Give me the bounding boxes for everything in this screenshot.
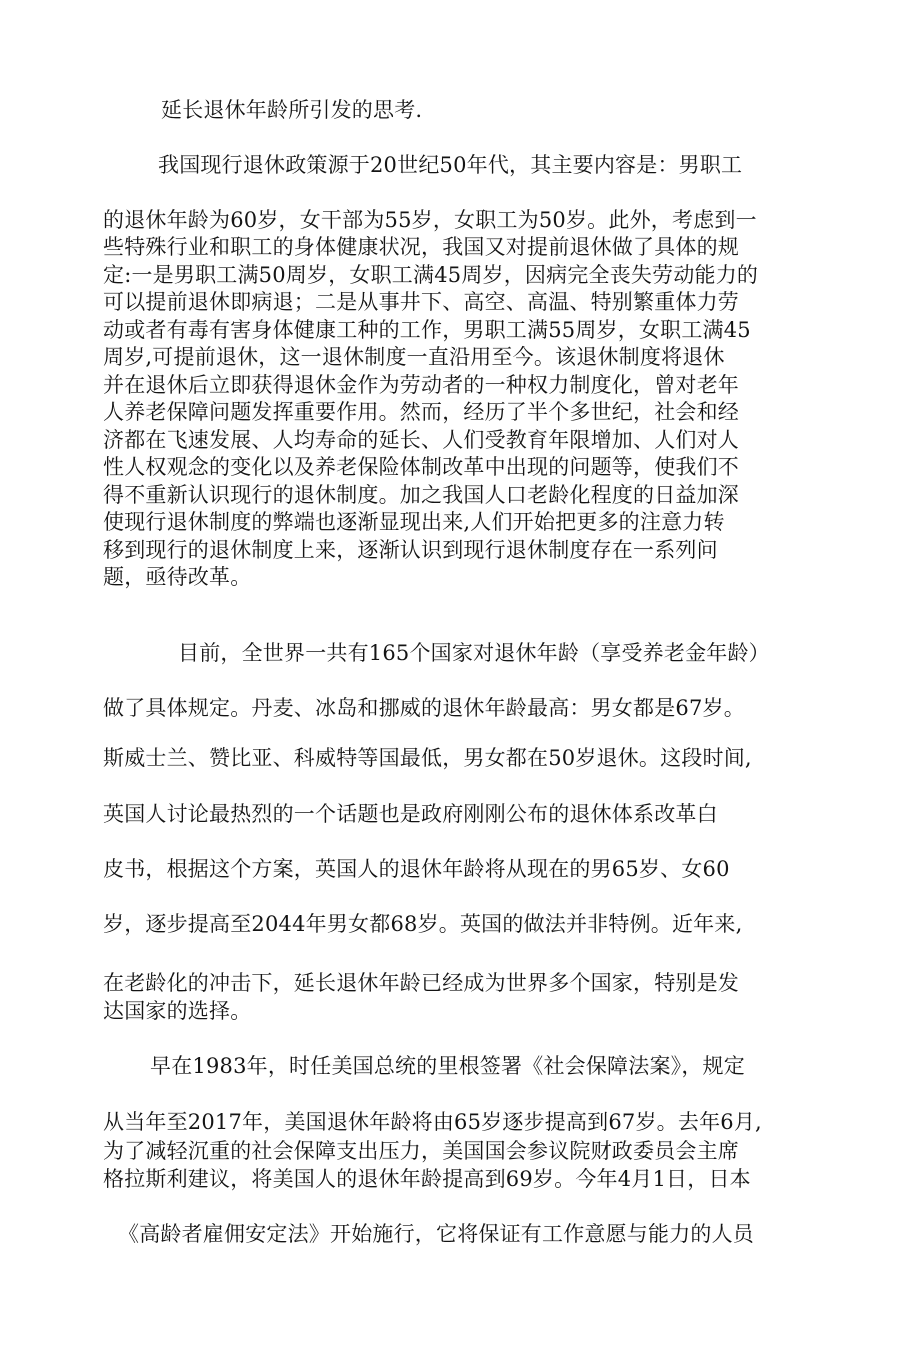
paragraph-line: 人养老保障问题发挥重要作用。然而，经历了半个多世纪，社会和经 (103, 400, 739, 424)
paragraph-line: 我国现行退休政策源于20世纪50年代，其主要内容是：男职工 (158, 153, 743, 177)
paragraph-line: 格拉斯利建议，将美国人的退休年龄提高到69岁。今年4月1日，日本 (103, 1167, 751, 1191)
document-title: 延长退休年龄所引发的思考. (161, 98, 423, 122)
paragraph-line: 做了具体规定。丹麦、冰岛和挪威的退休年龄最高：男女都是67岁。 (103, 696, 745, 720)
paragraph-line: 济都在飞速发展、人均寿命的延长、人们受教育年限增加、人们对人 (103, 428, 739, 452)
paragraph-line: 得不重新认识现行的退休制度。加之我国人口老龄化程度的日益加深 (103, 483, 739, 507)
paragraph-line: 斯威士兰、赞比亚、科威特等国最低，男女都在50岁退休。这段时间, (103, 746, 752, 770)
paragraph-line: 岁，逐步提高至2044年男女都68岁。英国的做法并非特例。近年来, (103, 912, 743, 936)
paragraph-line: 为了减轻沉重的社会保障支出压力，美国国会参议院财政委员会主席 (103, 1139, 739, 1163)
paragraph-line: 皮书，根据这个方案，英国人的退休年龄将从现在的男65岁、女60 (103, 857, 730, 881)
paragraph-line: 的退休年龄为60岁，女干部为55岁，女职工为50岁。此外，考虑到一 (103, 208, 757, 232)
paragraph-line: 定:一是男职工满50周岁，女职工满45周岁，因病完全丧失劳动能力的 (103, 263, 759, 287)
paragraph-line: 目前，全世界一共有165个国家对退休年龄（享受养老金年龄） (178, 641, 770, 665)
paragraph-line: 周岁,可提前退休，这一退休制度一直沿用至今。该退休制度将退休 (103, 345, 725, 369)
paragraph-line: 些特殊行业和职工的身体健康状况，我国又对提前退休做了具体的规 (103, 235, 739, 259)
paragraph-line: 早在1983年，时任美国总统的里根签署《社会保障法案》，规定 (150, 1054, 745, 1078)
paragraph-line: 《高龄者雇佣安定法》开始施行，它将保证有工作意愿与能力的人员 (118, 1222, 754, 1246)
paragraph-line: 并在退休后立即获得退休金作为劳动者的一种权力制度化，曾对老年 (103, 373, 739, 397)
paragraph-line: 可以提前退休即病退；二是从事井下、高空、高温、特别繁重体力劳 (103, 290, 739, 314)
paragraph-line: 题，亟待改革。 (103, 565, 252, 589)
paragraph-line: 使现行退休制度的弊端也逐渐显现出来,人们开始把更多的注意力转 (103, 510, 725, 534)
paragraph-line: 达国家的选择。 (103, 999, 252, 1023)
paragraph-line: 性人权观念的变化以及养老保险体制改革中出现的问题等，使我们不 (103, 455, 739, 479)
paragraph-line: 在老龄化的冲击下，延长退休年龄已经成为世界多个国家，特别是发 (103, 971, 739, 995)
paragraph-line: 从当年至2017年，美国退休年龄将由65岁逐步提高到67岁。去年6月, (103, 1110, 762, 1134)
paragraph-line: 移到现行的退休制度上来，逐渐认识到现行退休制度存在一系列问 (103, 538, 718, 562)
paragraph-line: 英国人讨论最热烈的一个话题也是政府刚刚公布的退休体系改革白 (103, 802, 718, 826)
paragraph-line: 动或者有毒有害身体健康工种的工作，男职工满55周岁，女职工满45 (103, 318, 751, 342)
